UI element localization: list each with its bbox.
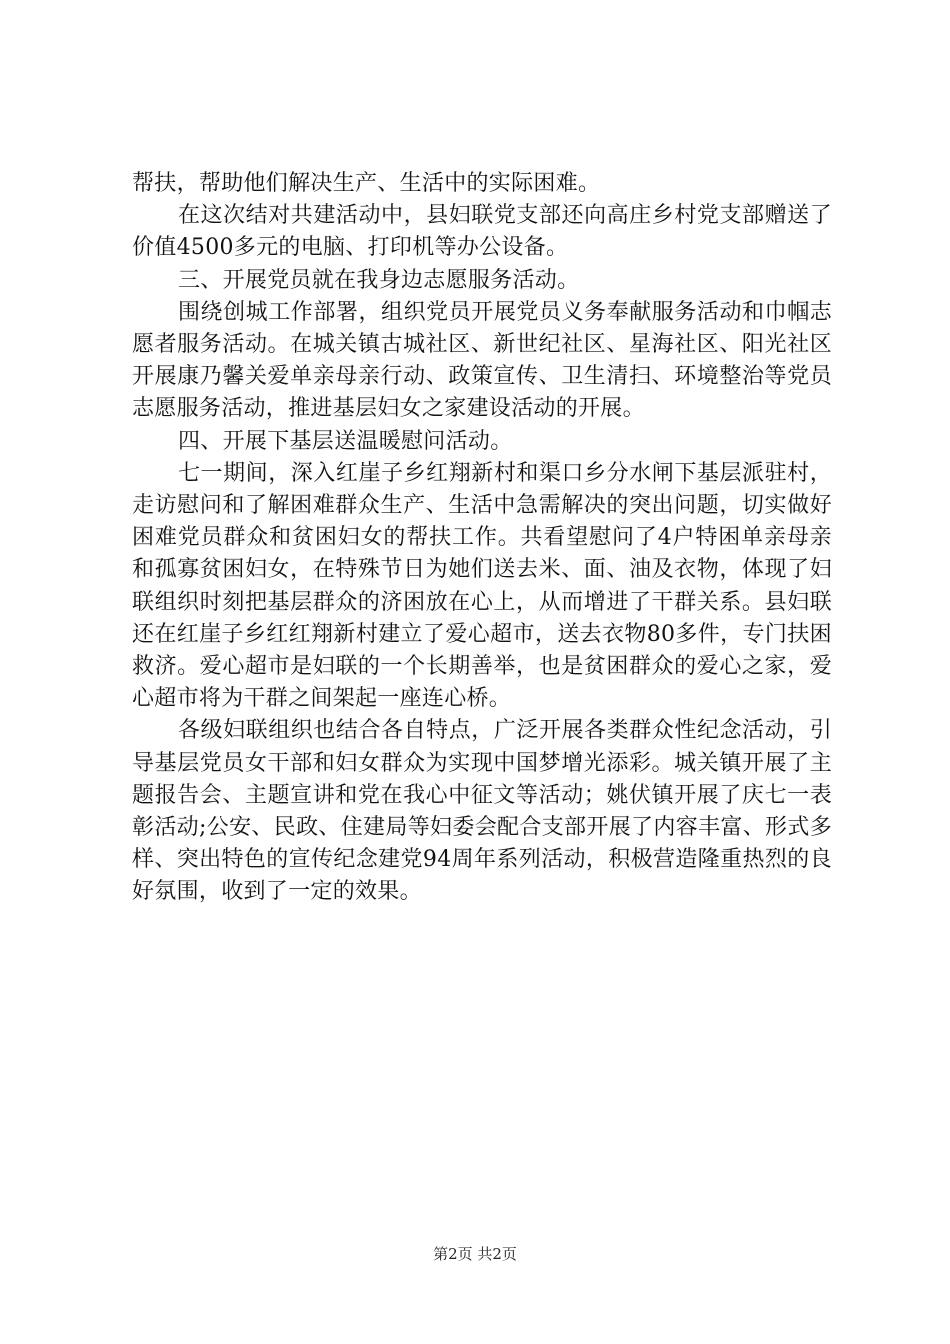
paragraph-7: 各级妇联组织也结合各自特点，广泛开展各类群众性纪念活动，引导基层党员女干部和妇女群众为实现中国梦增光添彩。城关镇开展了主题报告会、主题宣讲和党在我心中征文等活动；姚伏镇开展了庆七一表彰活动;公安、民政、住建局等妇委会配合支部开展了内容丰富、形式多样、突出特色的宣传纪念建党94周年系列活动，积极营造隆重热烈的良好氛围，收到了一定的效果。: [132, 718, 832, 905]
paragraph-4: 围绕创城工作部署，组织党员开展党员义务奉献服务活动和巾帼志愿者服务活动。在城关镇古城社区、新世纪社区、星海社区、阳光社区开展康乃馨关爱单亲母亲行动、政策宣传、卫生清扫、环境整治等党员志愿服务活动，推进基层妇女之家建设活动的开展。: [132, 299, 832, 422]
document-body: [132, 168, 832, 909]
page-number-footer: 第2页 共2页: [433, 1245, 517, 1263]
paragraph-6: 七一期间，深入红崖子乡红翔新村和渠口乡分水闸下基层派驻村，走访慰问和了解困难群众生产、生活中急需解决的突出问题，切实做好困难党员群众和贫困妇女的帮扶工作。共看望慰问了4户特困单亲母亲和孤寡贫困妇女，在特殊节日为她们送去米、面、油及衣物，体现了妇联组织时刻把基层群众的济困放在心上，从而增进了干群关系。县妇联还在红崖子乡红红翔新村建立了爱心超市，送去衣物80多件，专门扶困救济。爱心超市是妇联的一个长期善举，也是贫困群众的爱心之家，爱心超市将为干群之间架起一座连心桥。: [132, 460, 832, 712]
paragraph-2: 在这次结对共建活动中，县妇联党支部还向高庄乡村党支部赠送了价值4500多元的电脑、打印机等办公设备。: [132, 203, 832, 261]
paragraph-1: 帮扶，帮助他们解决生产、生活中的实际困难。: [132, 171, 601, 196]
section-heading-3: 三、开展党员就在我身边志愿服务活动。: [178, 267, 580, 293]
section-heading-4: 四、开展下基层送温暖慰问活动。: [178, 428, 513, 454]
